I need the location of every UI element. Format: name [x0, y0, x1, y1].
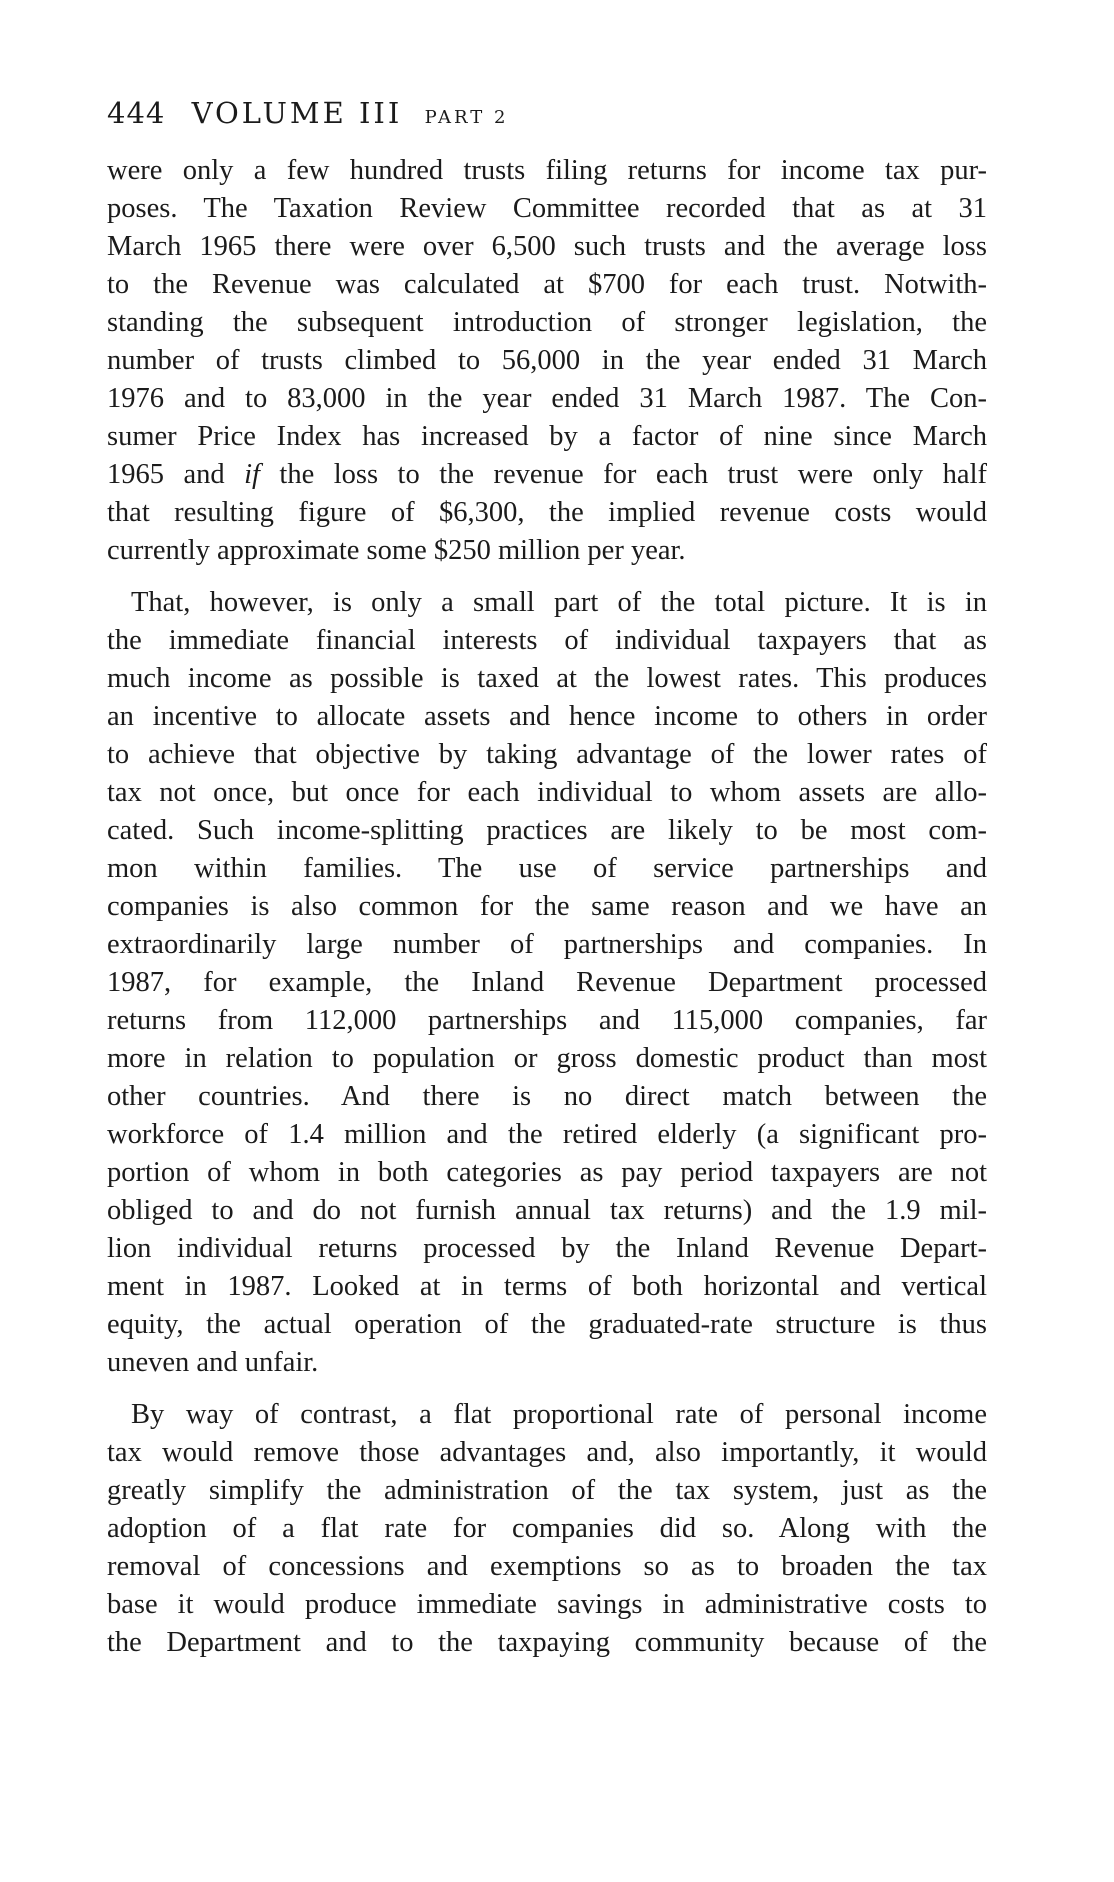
text-line: uneven and unfair. [107, 1347, 319, 1378]
text-line: other countries. And there is no direct match between the [107, 1081, 987, 1112]
volume-label: VOLUME III [191, 96, 403, 130]
text-line: currently approximate some $250 million per year. [107, 535, 686, 566]
body-text [107, 152, 987, 1662]
text-line: cated. Such income-splitting practices are likely to be most com- [107, 815, 987, 846]
text-line: workforce of 1.4 million and the retired elderly (a significant pro- [107, 1119, 987, 1150]
text-line: base it would produce immediate savings in administrative costs to [107, 1589, 987, 1620]
text-line: more in relation to population or gross domestic product than most [107, 1043, 987, 1074]
text-line: mon within families. The use of service partnerships and [107, 853, 987, 884]
text-line: tax not once, but once for each individual to whom assets are allo- [107, 777, 987, 808]
text-line: lion individual returns processed by the Inland Revenue Depart- [107, 1233, 987, 1264]
text-line: standing the subsequent introduction of stronger legislation, the [107, 307, 987, 338]
text-line: portion of whom in both categories as pay period taxpayers are not [107, 1157, 987, 1188]
text-line: poses. The Taxation Review Committee recorded that as at 31 [107, 193, 987, 224]
text-line: that resulting figure of $6,300, the implied revenue costs would [107, 497, 987, 528]
emphasis-if: if [244, 459, 260, 490]
text-line: By way of contrast, a flat proportional rate of personal income [131, 1399, 987, 1430]
text-line: equity, the actual operation of the graduated-rate structure is thus [107, 1309, 987, 1340]
text-line: 1976 and to 83,000 in the year ended 31 March 1987. The Con- [107, 383, 987, 414]
text-line: were only a few hundred trusts filing returns for income tax pur- [107, 155, 987, 186]
text-line: removal of concessions and exemptions so as to broaden the tax [107, 1551, 987, 1582]
text-line: companies is also common for the same reason and we have an [107, 891, 987, 922]
text-line: adoption of a flat rate for companies did so. Along with the [107, 1513, 987, 1544]
paragraph-2 [107, 584, 987, 1382]
text-line: extraordinarily large number of partnerships and companies. In [107, 929, 987, 960]
text-line: tax would remove those advantages and, also importantly, it would [107, 1437, 987, 1468]
paragraph-1 [107, 152, 987, 570]
text-line: ment in 1987. Looked at in terms of both horizontal and vertical [107, 1271, 987, 1302]
part-label: PART 2 [424, 107, 509, 128]
text-line: That, however, is only a small part of the total picture. It is in [131, 587, 987, 618]
text-line: the Department and to the taxpaying community because of the [107, 1627, 987, 1658]
text-line: the immediate financial interests of individual taxpayers that as [107, 625, 987, 656]
text-line: returns from 112,000 partnerships and 115,000 companies, far [107, 1005, 987, 1036]
page-number: 444 [107, 96, 166, 130]
paragraph-3 [107, 1396, 987, 1662]
text-line: sumer Price Index has increased by a factor of nine since March [107, 421, 987, 452]
text-line: 1987, for example, the Inland Revenue Department processed [107, 967, 987, 998]
text-line: to achieve that objective by taking advantage of the lower rates of [107, 739, 987, 770]
running-head [107, 96, 508, 130]
text-line: obliged to and do not furnish annual tax returns) and the 1.9 mil- [107, 1195, 987, 1226]
text-line: to the Revenue was calculated at $700 for each trust. Notwith- [107, 269, 987, 300]
text-line: 1965 and if the loss to the revenue for each trust were only half [107, 459, 987, 490]
text-line: much income as possible is taxed at the lowest rates. This produces [107, 663, 987, 694]
text-line: March 1965 there were over 6,500 such trusts and the average loss [107, 231, 987, 262]
text-line: an incentive to allocate assets and hence income to others in order [107, 701, 987, 732]
text-line: number of trusts climbed to 56,000 in the year ended 31 March [107, 345, 987, 376]
text-line: greatly simplify the administration of the tax system, just as the [107, 1475, 987, 1506]
